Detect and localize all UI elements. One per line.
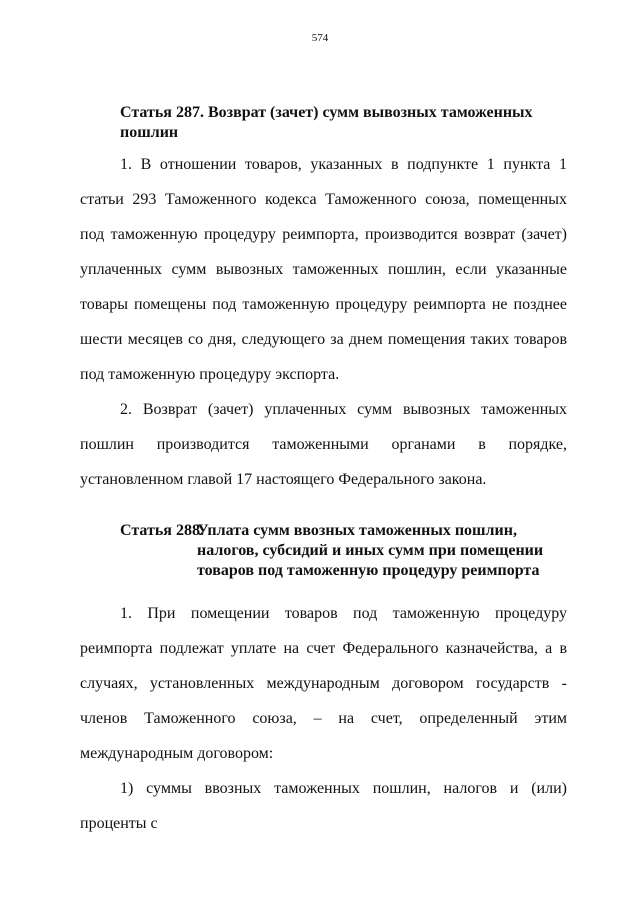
article-288-title bbox=[197, 521, 577, 581]
article-287-paragraph-2: 2. Возврат (зачет) уплаченных сумм вывозных таможенных пошлин производится таможенными органами в порядке, установленном главой 17 настоящего Федерального закона. bbox=[80, 401, 567, 488]
page-number: 574 bbox=[311, 32, 329, 44]
article-287-title: Возврат (зачет) сумм вывозных таможенных пошлин bbox=[120, 104, 533, 141]
article-287-paragraph-1: 1. В отношении товаров, указанных в подпункте 1 пункта 1 статьи 293 Таможенного кодекса Таможенного союза, помещенных под таможенную процедуру реимпорта, производится возврат (зачет) уплаченных сумм вывозных таможенных пошлин, если указанные товары помещены под таможенную процедуру реимпорта не позднее шести месяцев со дня, следующего за днем помещения таких товаров под таможенную процедуру экспорта. bbox=[80, 156, 567, 383]
article-288-title-line-3: товаров под таможенную процедуру реимпорта bbox=[197, 562, 540, 579]
article-288-paragraph-2: 1) суммы ввозных таможенных пошлин, налогов и (или) проценты с bbox=[80, 780, 567, 832]
article-288-paragraph-1: 1. При помещении товаров под таможенную процедуру реимпорта подлежат уплате на счет Федерального казначейства, а в случаях, установленных международным договором государств - членов Таможенного союза, – на счет, определенный этим международным договором: bbox=[80, 605, 567, 762]
article-287-heading bbox=[120, 103, 580, 143]
article-287-label: Статья 287. bbox=[120, 104, 204, 121]
article-288-title-line-2: налогов, субсидий и иных сумм при помещении bbox=[197, 542, 544, 559]
article-288-label: Статья 288. bbox=[120, 522, 204, 539]
article-288-title-line-1: Уплата сумм ввозных таможенных пошлин, bbox=[197, 522, 517, 539]
